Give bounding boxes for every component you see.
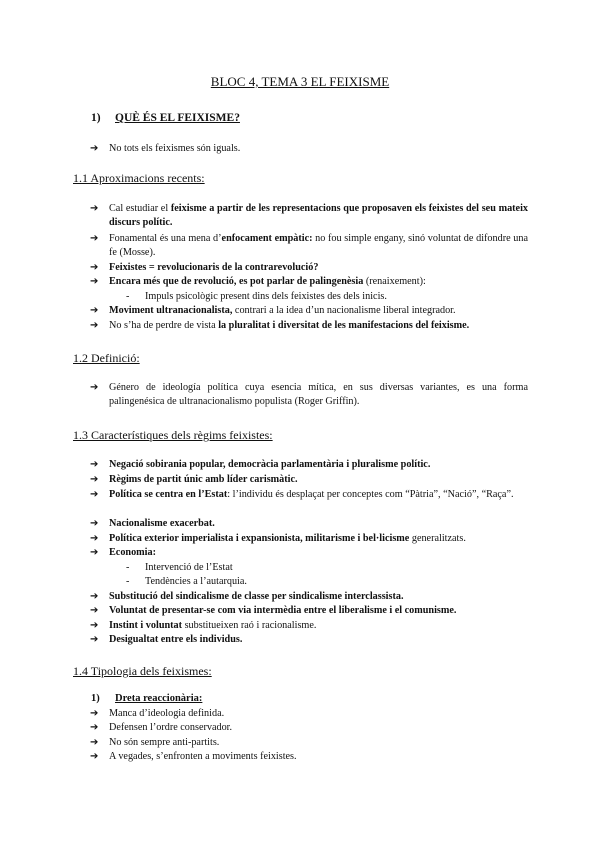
list-item [90, 142, 528, 156]
section-1-number: 1) [91, 112, 101, 124]
intro-text: No tots els feixismes són iguals. [109, 143, 241, 154]
arrow-bullet-icon: ➔ [90, 143, 99, 154]
arrow-bullet-icon: ➔ [90, 634, 99, 645]
arrow-bullet-icon: ➔ [90, 533, 99, 544]
list-item: ➔ Substitució del sindicalisme de classe per sindicalisme interclassista. [90, 591, 404, 602]
sub-list-item: - Impuls psicològic present dins dels feixistes des dels inicis. [126, 291, 387, 302]
dash-bullet: - [126, 291, 130, 302]
arrow-bullet-icon: ➔ [90, 459, 99, 470]
arrow-bullet-icon: ➔ [90, 518, 99, 529]
arrow-bullet-icon: ➔ [90, 489, 99, 500]
section-1-2-heading: 1.2 Definició: [73, 351, 140, 365]
list-item: ➔ Política se centra en l’Estat: l’individu és desplaçat per conceptes com “Pàtria”, “Nació”, “Raça”. [90, 489, 514, 500]
subsection-heading: 1) Dreta reaccionària: [91, 693, 203, 704]
list-item: ➔ Encara més que de revolució, es pot parlar de palingenèsia (renaixement): [90, 276, 426, 287]
arrow-bullet-icon: ➔ [90, 591, 99, 602]
section-1-1-heading: 1.1 Aproximacions recents: [73, 171, 205, 185]
arrow-bullet-icon: ➔ [90, 474, 99, 485]
list-item: ➔ Règims de partit únic amb líder carismàtic. [90, 474, 298, 485]
list-item: ➔ No són sempre anti-partits. [90, 737, 220, 748]
section-1-label: QUÈ ÉS EL FEIXISME? [115, 112, 240, 124]
list-item: ➔ Negació sobirania popular, democràcia parlamentària i pluralisme polític. [90, 459, 431, 470]
section-1-3-heading: 1.3 Característiques dels règims feixistes: [73, 428, 273, 442]
list-item: ➔ Defensen l’ordre conservador. [90, 722, 233, 733]
list-item: ➔ Género de ideología política cuya esencia mítica, en sus diversas variantes, es una forma palingenésica de ultranacionalismo populista (Roger Griffin). [90, 382, 528, 407]
arrow-bullet-icon: ➔ [90, 708, 99, 719]
arrow-bullet-icon: ➔ [90, 233, 99, 244]
section-1-4-heading: 1.4 Tipologia dels feixismes: [73, 664, 212, 678]
list-item: ➔ Cal estudiar el feixisme a partir de les representacions que proposaven els feixistes del seu mateix discurs polític. [90, 203, 528, 228]
dash-bullet: - [126, 562, 130, 573]
list-item: ➔ Voluntat de presentar-se com via intermèdia entre el liberalisme i el comunisme. [90, 605, 457, 616]
arrow-bullet-icon: ➔ [90, 276, 99, 287]
list-item: ➔ Economia: [90, 547, 156, 558]
section-1-heading [91, 111, 240, 127]
list-item: ➔ Manca d’ideologia definida. [90, 708, 225, 719]
list-item: ➔ Feixistes = revolucionaris de la contrarevolució? [90, 262, 319, 273]
list-item: ➔ Desigualtat entre els individus. [90, 634, 243, 645]
arrow-bullet-icon: ➔ [90, 620, 99, 631]
list-item: ➔ A vegades, s’enfronten a moviments feixistes. [90, 751, 297, 762]
list-item: ➔ Nacionalisme exacerbat. [90, 518, 215, 529]
arrow-bullet-icon: ➔ [90, 203, 99, 214]
list-item: ➔ Fonamental és una mena d’enfocament empàtic: no fou simple engany, sinó voluntat de difondre una fe (Mosse). [90, 233, 528, 258]
arrow-bullet-icon: ➔ [90, 320, 99, 331]
arrow-bullet-icon: ➔ [90, 722, 99, 733]
list-item: ➔ No s’ha de perdre de vista la pluralitat i diversitat de les manifestacions del feixisme. [90, 320, 470, 331]
arrow-bullet-icon: ➔ [90, 305, 99, 316]
document-title: BLOC 4, TEMA 3 EL FEIXISME [210, 74, 390, 89]
list-item: ➔ Moviment ultranacionalista, contrari a la idea d’un nacionalisme liberal integrador. [90, 305, 456, 316]
arrow-bullet-icon: ➔ [90, 547, 99, 558]
list-item: ➔ Política exterior imperialista i expansionista, militarisme i bel·licisme generalitzats. [90, 533, 466, 544]
arrow-bullet-icon: ➔ [90, 751, 99, 762]
arrow-bullet-icon: ➔ [90, 737, 99, 748]
arrow-bullet-icon: ➔ [90, 382, 99, 393]
arrow-bullet-icon: ➔ [90, 262, 99, 273]
list-item: ➔ Instint i voluntat substitueixen raó i racionalisme. [90, 620, 317, 631]
dash-bullet: - [126, 576, 130, 587]
sub-list-item: - Intervenció de l’Estat [126, 562, 233, 573]
sub-list-item: - Tendències a l’autarquia. [126, 576, 247, 587]
arrow-bullet-icon: ➔ [90, 605, 99, 616]
